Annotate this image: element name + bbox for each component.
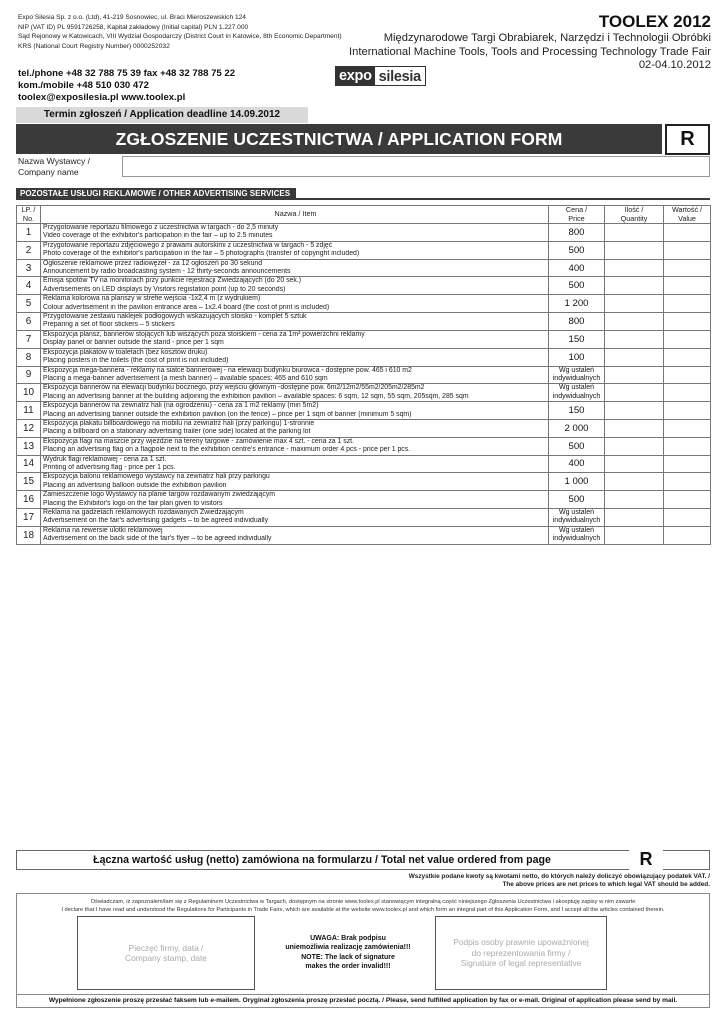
row-item-en: Placing the Exhibitor's logo on the fair plan given to visitors (43, 499, 223, 507)
row-quantity-input[interactable] (605, 313, 664, 331)
row-item-pl: Ekspozycja mega-bannera - reklamy na siatce bannerowej - na elewacji budynku biurowca - dostępne pow. 465 i 610 m2 (43, 366, 412, 374)
form-letter-badge: R (665, 124, 710, 155)
row-price-note: indywidualnych (552, 535, 601, 543)
row-value-input[interactable] (664, 330, 711, 348)
row-item (41, 491, 549, 509)
row-value-input[interactable] (664, 241, 711, 259)
logo-part-silesia: silesia (375, 66, 426, 86)
row-price (549, 241, 605, 259)
company-line: KRS (National Court Registry Number) 0000252032 (18, 42, 170, 50)
row-item (41, 509, 549, 527)
row-value-input[interactable] (664, 366, 711, 384)
row-quantity-input[interactable] (605, 224, 664, 242)
contact-phone: tel./phone +48 32 788 75 39 fax +48 32 788 75 22 (18, 68, 236, 79)
row-price-value: Wg ustaleń (558, 509, 595, 516)
table-row (17, 366, 711, 384)
row-item-en: Placing posters in the toilets (the cost of print is not included) (43, 357, 229, 365)
row-price (549, 455, 605, 473)
row-item-pl: Ekspozycja bannerów na zewnatrz hali (na ogrodzeniu) - cena za 1 m2 reklamy (min 5m2) (43, 402, 319, 410)
fair-line-en: International Machine Tools, Tools and Processing Technology Trade Fair (349, 45, 711, 58)
row-value-input[interactable] (664, 437, 711, 455)
row-item-pl: Ekspozycja balonu reklamowego wystawcy na zewnatrz hali przy parkingu (43, 473, 270, 481)
declaration-section (16, 893, 710, 995)
table-row (17, 241, 711, 259)
row-price (549, 526, 605, 544)
row-item-en: Advertisements on LED displays by Visitors registation point (up to 20 seconds) (43, 285, 286, 293)
exhibitor-name-field[interactable] (122, 156, 710, 177)
row-number: 16 (17, 491, 41, 509)
row-number: 1 (17, 224, 41, 242)
col-header-val-pl: Wartość / (671, 205, 703, 215)
row-item (41, 437, 549, 455)
col-header-price-en: Price (568, 213, 585, 223)
row-number: 6 (17, 313, 41, 331)
row-number: 15 (17, 473, 41, 491)
row-number: 4 (17, 277, 41, 295)
total-value-row (16, 850, 710, 870)
row-item (41, 295, 549, 313)
row-item-en: Photo coverage of the exhibitor's participation in the fair – 5 photographs (transfer of copyright included) (43, 250, 360, 258)
row-number: 7 (17, 330, 41, 348)
row-item-en: Placing an advertising flag on a flagpole next to the exhibition centre's entrance - maximum order 4 pcs - price per 1 pcs. (43, 446, 411, 454)
row-item-pl: Emisja spotów TV na monitorach przy punkcie rejestracji Zwiedzających (do 20 sek.) (43, 277, 301, 285)
row-number: 17 (17, 509, 41, 527)
row-item-en: Placing an advertising banner at the building adjoining the exhibition pavilion – available spaces: 6 sqm, 12 sqm, 55 sqm, 205sqm, 285 sqm (43, 392, 469, 400)
row-item (41, 366, 549, 384)
row-price (549, 277, 605, 295)
col-header-qty-en: Quantity (620, 213, 648, 223)
col-header-item: Nazwa / Item (41, 206, 549, 224)
row-item-en: Colour advertisement in the pavilion entrance area – 1x2.4 board (the cost of print is included) (43, 303, 330, 311)
company-stamp-field[interactable] (77, 916, 255, 990)
signature-label-line: do reprezentowania firmy / (471, 947, 571, 958)
row-quantity-input[interactable] (605, 419, 664, 437)
row-number: 13 (17, 437, 41, 455)
row-value-input[interactable] (664, 509, 711, 527)
row-item-pl: Wydruk flagi reklamowej - cena za 1 szt. (43, 455, 167, 463)
row-item-pl: Przygotowanie reportażu filmowego z uczestnictwa w targach - do 2,5 minuty (43, 224, 279, 231)
row-price (549, 330, 605, 348)
signature-field[interactable] (435, 916, 607, 990)
row-price-value: Wg ustaleń (558, 526, 595, 534)
row-number: 14 (17, 455, 41, 473)
signature-label-line: Signature of legal representative (460, 958, 582, 969)
row-price-value: 150 (568, 405, 585, 417)
vat-note-pl: Wszystkie podane kwoty są kwotami netto, do których należy doliczyć obowiązujący podatek VAT. / (408, 873, 710, 880)
row-item-pl: Reklama kolorowa na planszy w strefie wejścia -1x2,4 m (z wydrukiem) (43, 295, 261, 303)
table-row (17, 526, 711, 544)
col-header-no-en: No. (22, 213, 35, 223)
services-table (16, 205, 711, 545)
row-item-en: Placing an advertising balloon outside the exhibition pavilion (43, 481, 227, 489)
row-quantity-input[interactable] (605, 330, 664, 348)
table-row (17, 277, 711, 295)
section-header (16, 188, 710, 199)
row-price-value: 1 200 (564, 298, 589, 310)
col-header-price (549, 206, 605, 224)
table-row (17, 402, 711, 420)
row-price (549, 313, 605, 331)
signature-label-line: Podpis osoby prawnie upoważnionej (453, 937, 589, 948)
row-item-pl: Ekspozycja flagi na maszcie przy wjeździe na tereny targowe - zamówienie max 4 szt. - cena za 1 szt. (43, 437, 354, 445)
contact-info (18, 68, 235, 104)
row-price (549, 509, 605, 527)
row-price (549, 366, 605, 384)
row-quantity-input[interactable] (605, 384, 664, 402)
exhibitor-label-en: Company name (18, 166, 79, 177)
row-item-en: Printing of advertising flag - price per 1 pcs. (43, 463, 176, 471)
row-item-en: Preparing a set of floor stickers – 5 stickers (43, 321, 175, 329)
stamp-label-en: Company stamp, date (125, 953, 207, 963)
declaration-text (17, 898, 709, 915)
col-header-quantity (605, 206, 664, 224)
row-price-value: 100 (568, 351, 585, 363)
row-number: 5 (17, 295, 41, 313)
row-item-pl: Przygotowanie reportażu zdjęciowego z prawami autorskimi z uczestnictwa w targach - 5 zdjęć (43, 241, 333, 249)
row-item (41, 526, 549, 544)
warning-line: UWAGA: Brak podpisu (310, 935, 386, 942)
row-price-value: 500 (568, 244, 585, 256)
row-number: 8 (17, 348, 41, 366)
row-item (41, 313, 549, 331)
table-row (17, 419, 711, 437)
table-row (17, 295, 711, 313)
row-item (41, 419, 549, 437)
row-item (41, 402, 549, 420)
row-number: 12 (17, 419, 41, 437)
logo-part-expo: expo (335, 66, 375, 86)
row-quantity-input[interactable] (605, 366, 664, 384)
row-item (41, 455, 549, 473)
row-price (549, 295, 605, 313)
row-item-en: Advertisement on the fair's advertising gadgets – to be agreed individually (43, 517, 269, 525)
row-price-value: 400 (568, 262, 585, 274)
row-price-value: 500 (568, 494, 585, 506)
row-price-value: 2 000 (564, 422, 589, 434)
row-value-input[interactable] (664, 491, 711, 509)
row-item-pl: Ekspozycja plakatu billboardowego na mobilu na zewnatrz hali (przy parkingu) 1-stronnie (43, 419, 315, 427)
row-item-pl: Ekspozycja plakatów w toaletach (bez kosztów druku) (43, 348, 208, 356)
row-item (41, 277, 549, 295)
row-price-value: Wg ustaleń (558, 384, 595, 392)
row-value-input[interactable] (664, 295, 711, 313)
row-item (41, 330, 549, 348)
col-header-no-pl: LP. / (21, 205, 36, 215)
row-price-note: indywidualnych (552, 517, 601, 525)
fair-line-pl: Międzynarodowe Targi Obrabiarek, Narzędzi i Technologii Obróbki (383, 32, 711, 44)
section-rule (16, 198, 710, 200)
declaration-en: I declare that I have read and understood the Regulations for Participants in Trade Fairs, which are available at the website www.toolex.pl and which form an integral part of this Application Form, and I accept all the articles contained therein. (61, 907, 665, 914)
row-item (41, 259, 549, 277)
row-item-pl: Reklama na rewersie ulotki reklamowej (43, 526, 163, 534)
table-row (17, 491, 711, 509)
row-price-value: Wg ustaleń (558, 366, 595, 374)
table-row (17, 259, 711, 277)
table-row (17, 437, 711, 455)
row-value-input[interactable] (664, 526, 711, 544)
contact-email-web: toolex@exposilesia.pl www.toolex.pl (18, 92, 186, 103)
row-price (549, 224, 605, 242)
stamp-label-pl: Pieczęć firmy, data / (128, 942, 204, 953)
row-number: 11 (17, 402, 41, 420)
row-price (549, 419, 605, 437)
row-number: 18 (17, 526, 41, 544)
row-price-value: 150 (568, 333, 585, 345)
warning-line: NOTE: The lack of signature (301, 953, 395, 961)
table-header-row (17, 206, 711, 224)
table-row (17, 330, 711, 348)
row-value-input[interactable] (664, 224, 711, 242)
company-line: NIP (VAT ID) PL 9591726258, Kapitał zakładowy (Initial capital) PLN 1.227.000 (18, 23, 249, 31)
fair-title: TOOLEX 2012 (598, 12, 711, 31)
table-row (17, 509, 711, 527)
row-item-pl: Ekspozycja plansz, bannerów stojących lub wiszących poza stoiskiem - cena za 1m² powierzchni reklamy (43, 330, 365, 338)
table-row (17, 455, 711, 473)
row-price-value: 500 (568, 440, 585, 452)
table-row (17, 224, 711, 242)
row-item-en: Placing a billboard on a stationary advertising trailer (one side) located at the parking lot (43, 428, 311, 436)
row-item (41, 241, 549, 259)
row-quantity-input[interactable] (605, 526, 664, 544)
row-item (41, 384, 549, 402)
row-item (41, 473, 549, 491)
application-deadline: Termin zgłoszeń / Application deadline 14.09.2012 (16, 107, 308, 123)
row-item (41, 348, 549, 366)
row-price-note: indywidualnych (552, 374, 601, 382)
row-item-en: Placing a mega-banner advertisement (a mesh banner) – available spaces: 465 and 610 sqm (43, 374, 328, 382)
row-quantity-input[interactable] (605, 348, 664, 366)
row-number: 10 (17, 384, 41, 402)
warning-line: makes the order invalid!!! (305, 963, 391, 971)
row-quantity-input[interactable] (605, 437, 664, 455)
row-item (41, 224, 549, 242)
expo-silesia-logo (335, 66, 426, 86)
row-price-value: 400 (568, 458, 585, 470)
row-price-note: indywidualnych (552, 392, 601, 400)
row-quantity-input[interactable] (605, 509, 664, 527)
row-value-input[interactable] (664, 473, 711, 491)
row-quantity-input[interactable] (605, 455, 664, 473)
row-item-en: Video coverage of the exhibitor's participation in the fair – up to 2.5 minutes (43, 232, 273, 240)
signature-warning (279, 934, 417, 972)
table-row (17, 384, 711, 402)
warning-line: uniemożliwia realizację zamówienia!!! (285, 944, 411, 952)
row-value-input[interactable] (664, 277, 711, 295)
declaration-pl: Oświadczam, iż zapoznałem/łam się z Regulaminem Uczestnictwa w Targach, dostępnym na stronie www.toolex.pl stanowiącym integralną część niniejszego Zgłoszenia Uczestnictwa i akceptuję zapisy w nim zawarte (90, 899, 636, 905)
col-header-value (664, 206, 711, 224)
row-price-value: 800 (568, 315, 585, 327)
col-header-val-en: Value (678, 213, 696, 223)
total-form-letter: R (629, 850, 663, 870)
row-number: 9 (17, 366, 41, 384)
exhibitor-name-label (18, 156, 90, 177)
row-number: 3 (17, 259, 41, 277)
col-header-price-pl: Cena / (565, 205, 588, 215)
section-title: POZOSTAŁE USŁUGI REKLAMOWE / OTHER ADVERTISING SERVICES (16, 188, 296, 199)
table-row (17, 313, 711, 331)
table-row (17, 473, 711, 491)
row-quantity-input[interactable] (605, 295, 664, 313)
row-price (549, 384, 605, 402)
row-price-value: 1 000 (564, 476, 589, 488)
row-value-input[interactable] (664, 402, 711, 420)
row-value-input[interactable] (664, 384, 711, 402)
row-price-value: 800 (568, 226, 585, 238)
form-title: ZGŁOSZENIE UCZESTNICTWA / APPLICATION FORM (16, 124, 662, 154)
company-line: Sąd Rejonowy w Katowicach, VIII Wydział Gospodarczy (District Court in Katowice, 8th Economic Department) (18, 33, 342, 41)
row-price (549, 259, 605, 277)
col-header-no (17, 206, 41, 224)
row-quantity-input[interactable] (605, 277, 664, 295)
row-price (549, 473, 605, 491)
vat-note (409, 873, 710, 890)
row-quantity-input[interactable] (605, 491, 664, 509)
row-number: 2 (17, 241, 41, 259)
contact-mobile: kom./mobile +48 510 030 472 (18, 80, 149, 91)
vat-note-en: The above prices are net prices to which legal VAT should be added. (502, 881, 710, 889)
row-value-input[interactable] (664, 259, 711, 277)
row-item-en: Announcement by radio broadcasting system - 12 thirty-seconds announcements (43, 268, 291, 276)
total-value-label: Łączna wartość usług (netto) zamówiona na formularzu / Total net value ordered from page (93, 854, 551, 866)
table-row (17, 348, 711, 366)
company-line: Expo Silesia Sp. z o.o. (Ltd), 41-219 Sosnowiec, ul. Braci Mieroszewskich 124 (18, 14, 246, 21)
exhibitor-label-pl: Nazwa Wystawcy / (18, 156, 91, 166)
row-quantity-input[interactable] (605, 402, 664, 420)
row-price (549, 491, 605, 509)
row-value-input[interactable] (664, 348, 711, 366)
row-item-pl: Ekspozycja bannerów na elewacji budynku bocznego, przy wejściu głównym -dostępne pow. 6m2/12m2/55m2/205m2/285m2 (43, 384, 425, 392)
row-item-pl: Ogłoszenie reklamowe przez radiowęzeł - za 12 ogłoszeń po 30 sekund (43, 259, 263, 267)
row-item-en: Display panel or banner outside the stand - price per 1 sqm (43, 339, 224, 347)
row-price (549, 348, 605, 366)
row-value-input[interactable] (664, 313, 711, 331)
row-item-pl: Reklama na gadżetach reklamowych rozdawanych Zwiedzającym (43, 509, 244, 516)
row-quantity-input[interactable] (605, 259, 664, 277)
send-instructions: Wypełnione zgłoszenie proszę przesłać faksem lub e-mailem. Oryginał zgłoszenia proszę przesłać pocztą. / Please, send fulfilled application by fax or e-mail. Original of application please send by mail. (16, 995, 710, 1008)
row-item-en: Placing an advertising banner outside the exhibition pavilion (on the fence) – price per 1 sqm of banner (minimum 5 sqm) (43, 410, 412, 418)
col-header-qty-pl: Ilość / (624, 205, 644, 215)
row-price-value: 500 (568, 280, 585, 292)
row-item-pl: Zamieszczenie logo Wystawcy na planie targów rozdawanym zwiedzającym (43, 491, 276, 499)
fair-dates: 02-04.10.2012 (638, 59, 711, 71)
row-item-en: Advertisement on the back side of the fair's flyer – to be agreed individually (43, 535, 272, 543)
row-quantity-input[interactable] (605, 241, 664, 259)
row-price (549, 402, 605, 420)
row-quantity-input[interactable] (605, 473, 664, 491)
row-value-input[interactable] (664, 455, 711, 473)
row-item-pl: Przygotowanie zestawu naklejek podłogowych wskazujących stoisko - komplet 5 sztuk (43, 313, 307, 321)
row-value-input[interactable] (664, 419, 711, 437)
row-price (549, 437, 605, 455)
